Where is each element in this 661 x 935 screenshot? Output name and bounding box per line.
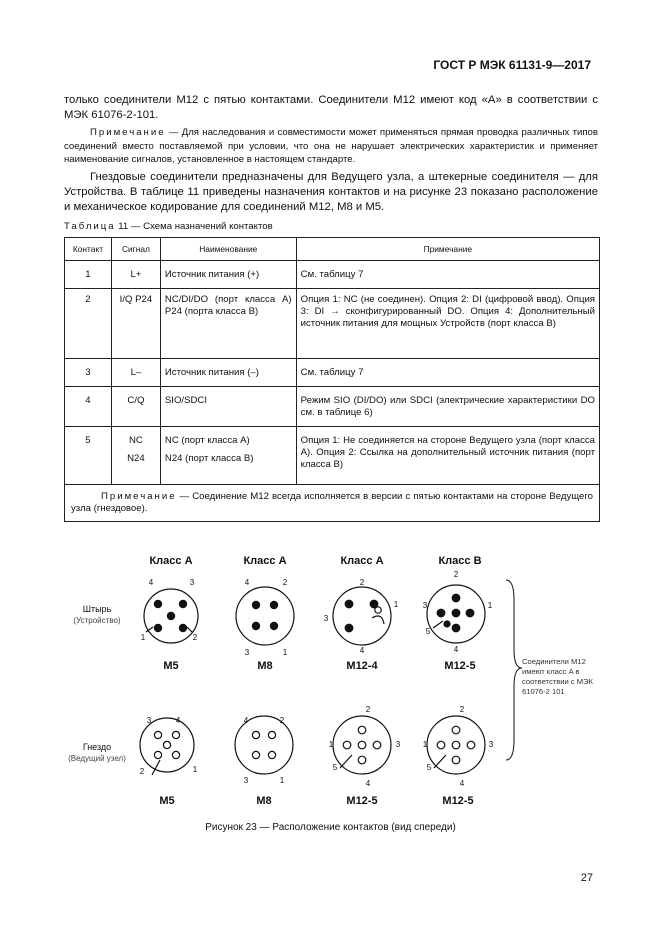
- svg-text:5: 5: [332, 763, 338, 772]
- pin-numbers: [244, 716, 285, 785]
- row-label-socket: Гнездо: [82, 742, 112, 752]
- table-row: [65, 387, 600, 427]
- cell-name: Источник питания (+): [160, 261, 296, 289]
- header-contact: Контакт: [65, 238, 112, 261]
- svg-text:1: 1: [282, 648, 288, 657]
- pin-numbers: [423, 705, 494, 788]
- svg-text:4: 4: [365, 779, 371, 788]
- connector-name: M5: [163, 660, 179, 672]
- svg-text:1: 1: [328, 740, 334, 749]
- document-header: ГОСТ Р МЭК 61131-9—2017: [433, 58, 591, 72]
- connector-m12-5-socket: [427, 716, 485, 774]
- svg-text:5: 5: [425, 627, 431, 636]
- svg-text:2: 2: [192, 633, 198, 642]
- connector-pinout-figure: [0, 540, 661, 825]
- header-note: Примечание: [296, 238, 599, 261]
- pin-numbers: [329, 705, 401, 788]
- connector-m12-4-pin: [333, 587, 391, 645]
- cell-contact: 2: [65, 289, 112, 359]
- cell-name: NC (порт класса A): [164, 435, 250, 446]
- cell-note: Опция 1: Не соединяется на стороне Ведущего узла (порт класса A). Опция 2: Ссылка на дополнительный источник питания (порт класса B): [296, 427, 599, 485]
- header-name: Наименование: [160, 238, 296, 261]
- cell-signal: L+: [111, 261, 160, 289]
- group-bracket: [506, 580, 522, 760]
- svg-text:2: 2: [459, 705, 465, 714]
- svg-text:2: 2: [279, 716, 285, 725]
- cell-signal: C/Q: [111, 387, 160, 427]
- svg-text:3: 3: [243, 776, 249, 785]
- svg-text:1: 1: [279, 776, 285, 785]
- cell-contact: 1: [65, 261, 112, 289]
- side-note: [522, 657, 594, 696]
- connector-name: M8: [256, 795, 272, 807]
- table-caption-text: 11 — Схема назначений контактов: [115, 221, 273, 232]
- svg-text:4: 4: [453, 645, 459, 654]
- svg-text:2: 2: [139, 767, 145, 776]
- svg-text:1: 1: [487, 601, 493, 610]
- table-note-text: — Соединение M12 всегда исполняется в версии с пятью контактами на стороне Ведущего узла (гнездовое).: [71, 491, 593, 514]
- figure-caption: Рисунок 23 — Расположение контактов (вид спереди): [205, 822, 456, 833]
- svg-text:3: 3: [189, 578, 195, 587]
- cell-signal: I/Q P24: [111, 289, 160, 359]
- paragraph-connectors: только соединители M12 с пятью контактами. Соединители M12 имеют код «A» в соответствии с МЭК 61076-2-101.: [64, 94, 598, 121]
- note-text: — Для наследования и совместимости может применяться прямая проводка различных типов соединений вместо поставляемой при условии, что она не нарушает электрических характеристик и применяет наименование сигналов, установленное в настоящем стандарте.: [64, 127, 598, 165]
- cell-name-2: N24 (порт класса B): [164, 453, 254, 464]
- table-header-row: [65, 238, 600, 261]
- connector-name: M12-5: [346, 795, 378, 807]
- row-sublabel-device: (Устройство): [73, 616, 121, 625]
- svg-text:1: 1: [192, 765, 198, 774]
- header-signal: Сигнал: [111, 238, 160, 261]
- connector-m5-socket: [140, 718, 194, 775]
- cell-contact: 4: [65, 387, 112, 427]
- pin-numbers: [324, 578, 399, 655]
- connector-name: M12-5: [442, 795, 474, 807]
- svg-text:4: 4: [243, 716, 249, 725]
- cell-signal-2: N24: [127, 453, 145, 464]
- svg-text:1: 1: [140, 633, 146, 642]
- table-caption: [64, 221, 273, 232]
- table-note-label: Примечание: [101, 491, 177, 502]
- row-label-pin: Штырь: [82, 604, 112, 614]
- cell-contact: 5: [65, 427, 112, 485]
- table-row: [65, 427, 600, 485]
- table-caption-label: Таблица: [64, 221, 116, 232]
- side-note-line: 61076-2 101: [522, 687, 565, 696]
- connector-m8-pin: [236, 587, 294, 645]
- svg-text:4: 4: [175, 716, 181, 725]
- cell-signal: L–: [111, 359, 160, 387]
- svg-text:3: 3: [146, 716, 152, 725]
- connector-name: M5: [159, 795, 175, 807]
- svg-text:3: 3: [422, 601, 428, 610]
- class-label: Класс A: [340, 555, 384, 567]
- svg-text:3: 3: [323, 614, 329, 623]
- svg-text:3: 3: [395, 740, 401, 749]
- pin-assignment-table: [64, 237, 600, 522]
- svg-text:2: 2: [359, 578, 365, 587]
- svg-text:2: 2: [282, 578, 288, 587]
- cell-signal: NC: [128, 435, 143, 446]
- table-row: [65, 359, 600, 387]
- cell-name: Источник питания (–): [160, 359, 296, 387]
- svg-text:4: 4: [459, 779, 465, 788]
- class-label: Класс A: [149, 555, 193, 567]
- note-compatibility: [64, 126, 598, 167]
- table-note-row: [65, 485, 600, 522]
- table-row: [65, 261, 600, 289]
- cell-name: SIO/SDCI: [160, 387, 296, 427]
- connector-m12-5-pin: [427, 585, 485, 643]
- svg-text:2: 2: [453, 570, 459, 579]
- svg-text:2: 2: [365, 705, 371, 714]
- svg-text:1: 1: [422, 740, 428, 749]
- row-sublabel-master: (Ведущий узел): [68, 754, 126, 763]
- side-note-line: Соединители M12: [522, 657, 586, 666]
- cell-note: Режим SIO (DI/DO) или SDCI (электрические характеристики DO см. в таблице 6): [296, 387, 599, 427]
- svg-text:4: 4: [148, 578, 154, 587]
- class-label: Класс A: [243, 555, 287, 567]
- note-label: Примечание: [90, 127, 166, 138]
- side-note-line: соответствии с МЭК: [522, 677, 593, 686]
- cell-name-group: [160, 427, 296, 485]
- svg-text:3: 3: [488, 740, 494, 749]
- paragraph-socket-connectors: Гнездовые соединители предназначены для Ведущего узла, а штекерные соединителя — для Устройства. В таблице 11 приведены назначения контактов и на рисунке 23 показано расположение и механическое кодирование для соединений M12, M8 и M5.: [64, 171, 598, 213]
- class-label: Класс B: [438, 555, 482, 567]
- cell-note: См. таблицу 7: [296, 359, 599, 387]
- connector-m5-pin: [144, 589, 198, 643]
- table-row: [65, 289, 600, 359]
- connector-m12-5-socket: [333, 716, 391, 774]
- cell-contact: 3: [65, 359, 112, 387]
- cell-name: NC/DI/DO (порт класса A) P24 (порта класса B): [160, 289, 296, 359]
- svg-text:4: 4: [359, 646, 365, 655]
- svg-text:5: 5: [426, 763, 432, 772]
- svg-text:3: 3: [244, 648, 250, 657]
- connector-name: M12-5: [444, 660, 476, 672]
- connector-name: M8: [257, 660, 273, 672]
- cell-note: См. таблицу 7: [296, 261, 599, 289]
- svg-text:1: 1: [393, 600, 399, 609]
- side-note-line: имеют класс A в: [522, 667, 580, 676]
- cell-signal-group: [111, 427, 160, 485]
- svg-text:4: 4: [244, 578, 250, 587]
- table-note: [65, 485, 600, 522]
- connector-name: M12-4: [346, 660, 378, 672]
- page-number: 27: [580, 872, 593, 884]
- cell-note: Опция 1: NC (не соединен). Опция 2: DI (цифровой ввод). Опция 3: DI → сконфигурированный DO. Опция 4: Дополнительный источник питания для мощных Устройств (порт класса B): [296, 289, 599, 359]
